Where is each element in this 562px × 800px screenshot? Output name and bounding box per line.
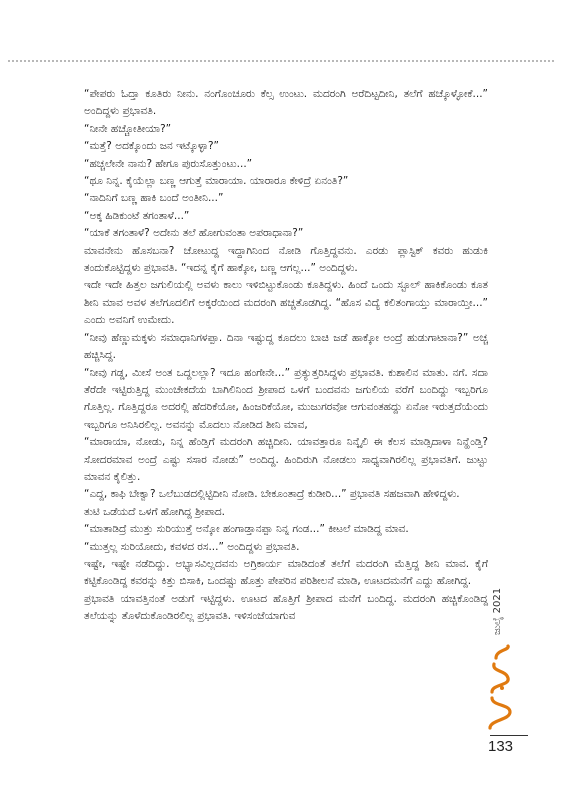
page-number: 133 <box>488 738 514 755</box>
paragraph: “ಮುತ್ತಲ್ಲ ಸುರಿಯೋದು, ಕವಳದ ರಸ...” ಅಂದಿದ್ದಳು ಪ್ರಭಾವತಿ. <box>84 540 300 553</box>
paragraph: ಇದೇ ಇದೇ ಹಿತ್ತಲ ಜಗುಲಿಯಲ್ಲಿ ಅವಳು ಕಾಲು ಇಳಿಬಿಟ್ಟುಕೊಂಡು ಕೂತಿದ್ದಳು. ಹಿಂದೆ ಒಂದು ಸ್ಟೂಲ್ ಹಾಕಿಕೊಂಡು ಕೂತ ಶೀನಿ ಮಾವ ಅವಳ ತಲೆಗೂದಲಿಗೆ ಅಕ್ಕರೆಯಿಂದ ಮದರಂಗಿ ಹಚ್ಚತೊಡಗಿದ್ದ. “ಹೊಸ ವಿದ್ಯೆ ಕಲಿತಂಗಾಯ್ತು ಮಾರಾಯ್ತೀ...” ಎಂದು ಅವನಿಗೆ ಉಮೇದು. <box>84 279 488 327</box>
paragraph: “ನೀವು ಗಡ್ಡ, ಮೀಸೆ ಅಂತ ಒದ್ದಲಲ್ಲಾ? ಇದೂ ಹಂಗೇನೇ...” ಪ್ರತ್ಯುತ್ತರಿಸಿದ್ದಳು ಪ್ರಭಾವತಿ. ಕುಶಾಲಿನ ಮಾತು. ನಗೆ. ಸದಾ ತೆರೆದೇ ಇಟ್ಟಿರುತ್ತಿದ್ದ ಮುಂಚೇಕದೆಯ ಬಾಗಿಲಿನಿಂದ ಶ್ರೀಪಾದ ಒಳಗೆ ಬಂದವನು ಜಗುಲಿಯ ವರೆಗೆ ಬಂದಿದ್ದು ಇಬ್ಬರಿಗೂ ಗೊತ್ತಿಲ್ಲ. ಗೊತ್ತಿದ್ದರೂ ಅದರಲ್ಲಿ ಹೆದರಿಕೆಯೋ, ಹಿಂಜರಿಕೆಯೋ, ಮುಜುಗರವೋ ಆಗುವಂತಹದ್ದು ಏನೋ ಇರುತ್ತದೆಯೆಂದು ಇಬ್ಬರಿಗೂ ಅನಿಸಿರಲಿಲ್ಲ. ಅವನನ್ನು ಮೊದಲು ನೋಡಿದ ಶೀನಿ ಮಾವ, <box>84 366 488 431</box>
page-number-rule <box>490 735 528 736</box>
magazine-sidebar <box>486 586 516 736</box>
paragraph: “ನಾದಿನಿಗೆ ಬಣ್ಣ ಹಾಕಿ ಬಂದೆ ಅಂತೀನಿ...” <box>84 192 224 205</box>
paragraph: ಪ್ರಭಾವತಿ ಯಾವತ್ತಿನಂತೆ ಅಡುಗೆ ಇಟ್ಟಿದ್ದಳು. ಊಟದ ಹೊತ್ತಿಗೆ ಶ್ರೀಪಾದ ಮನೆಗೆ ಬಂದಿದ್ದ. ಮದರಂಗಿ ಹಚ್ಚಿಕೊಂಡಿದ್ದ ತಲೆಯನ್ನು ತೊಳೆದುಕೊಂಡಿರಲಿಲ್ಲ ಪ್ರಭಾವತಿ. ಇಳಿಸಂಜೆಯಾಗುವ <box>84 592 488 623</box>
paragraph: “ಅಕ್ಕ ಹಿಡಿಕುಂಟೆ ತಗಂತಾಳೆ...” <box>84 209 190 222</box>
paragraph: “ಹಚ್ಚಲೇನೇ ನಾನು? ಹೇಗೂ ಪುರುಸೊತ್ತುಂಟು...” <box>84 157 253 170</box>
paragraph: “ಮತ್ತೆ? ಅದಕ್ಕೊಂದು ಜನ ಇಟ್ಕೊಳ್ಳಾ?” <box>84 140 220 153</box>
paragraph: “ನೀವು ಹೆಣ್ಣುಮಕ್ಕಳು ಸಮಾಧಾನಿಗಳಪ್ಪಾ. ದಿನಾ ಇಷ್ಟುದ್ದ ಕೂದಲು ಬಾಚಿ ಜಡೆ ಹಾಕ್ಕೋ ಅಂದ್ರೆ ಹುಡುಗಾಟಾನಾ?” ಅಚ್ಚ ಹಚ್ಚಿಸಿದ್ದ. <box>84 331 488 362</box>
paragraph: ತುಟಿ ಒಡೆಯದೆ ಒಳಗೆ ಹೋಗಿದ್ದ ಶ್ರೀಪಾದ. <box>84 505 225 518</box>
paragraph: “ನೀನೇ ಹಚ್ಚೋತೀಯಾ?” <box>84 122 172 135</box>
magazine-logo <box>486 642 514 734</box>
paragraph: ಮಾವನೇನು ಹೊಸಬನಾ? ಚೋಟುದ್ದ ಇದ್ದಾಗಿನಿಂದ ನೋಡಿ ಗೊತ್ತಿದ್ದವನು. ಎರಡು ಪ್ಲಾಸ್ಟಿಕ್ ಕವರು ಹುಡುಕಿ ತಂದುಕೊಟ್ಟಿದ್ದಳು ಪ್ರಭಾವತಿ. “ಇದನ್ನ ಕೈಗೆ ಹಾಕ್ಕೋ, ಬಣ್ಣ ಆಗಲ್ಲ...” ಅಂದಿದ್ದಳು. <box>84 244 488 275</box>
paragraph: “ಪೇಪರು ಓದ್ತಾ ಕೂತಿರು ನೀನು. ನಂಗೊಂಚೂರು ಕೆಲ್ಸ ಉಂಟು. ಮದರಂಗಿ ಅರೆದಿಟ್ಟದೀನಿ, ತಲೆಗೆ ಹಚ್ಕೊಳ್ಳೋಕೆ...” ಅಂದಿದ್ದಳು ಪ್ರಭಾವತಿ. <box>84 88 488 118</box>
header-dotted-rule <box>8 60 554 62</box>
paragraph: “ಮಾರಾಯಾ, ನೋಡು, ನಿನ್ನ ಹೆಂಡ್ತಿಗೆ ಮದರಂಗಿ ಹಚ್ಚಿದೀನಿ. ಯಾವತ್ತಾರೂ ನಿನ್ಕೈಲಿ ಈ ಕೆಲಸ ಮಾಡ್ಸಿದಾಳಾ ನಿನ್ಹೆಂಡ್ತಿ? ಸೋದರಮಾವ ಅಂದ್ರೆ ಎಷ್ಟು ಸಸಾರ ನೋಡು” ಅಂದಿದ್ದ. ಹಿಂದಿರುಗಿ ನೋಡಲು ಸಾಧ್ಯವಾಗಿರಲಿಲ್ಲ ಪ್ರಭಾವತಿಗೆ. ಜುಟ್ಟು ಮಾವನ ಕೈಲಿತ್ತು. <box>84 436 488 483</box>
logo-lettering <box>490 646 510 728</box>
paragraph: ಇಷ್ಟೇ, ಇಷ್ಟೇ ನಡೆದಿದ್ದು. ಅಭ್ಯಾಸವಿಲ್ಲದವನು ಅಗ್ರಿಕಾರ್ಯ ಮಾಡಿದಂತೆ ತಲೆಗೆ ಮದರಂಗಿ ಮೆತ್ತಿದ್ದ ಶೀನಿ ಮಾವ. ಕೈಗೆ ಕಟ್ಟಿಕೊಂಡಿದ್ದ ಕವರನ್ನು ಕಿತ್ತು ಬಿಸಾಕಿ, ಒಂದಷ್ಟು ಹೊತ್ತು ಪೇಪರಿನ ಪರಿಶೀಲನೆ ಮಾಡಿ, ಊಟದಮನೆಗೆ ಎದ್ದು ಹೋಗಿದ್ದ. <box>84 557 488 588</box>
paragraph: “ಯಾಕೆ ತಗಂತಾಳೆ? ಅದೇನು ತಲೆ ಹೋಗುವಂತಾ ಅಪರಾಧಾನಾ?” <box>84 227 304 240</box>
paragraph: “ಥೂ ನಿನ್ನ. ಕೈಯೆಲ್ಲಾ ಬಣ್ಣ ಆಗುತ್ತೆ ಮಾರಾಯಾ. ಯಾರಾರೂ ಕೇಳಿದ್ರೆ ಏನಂತಿ?” <box>84 175 349 188</box>
issue-date: ಜುಲೈ 2021 <box>492 587 503 635</box>
article-body <box>84 86 488 626</box>
paragraph: “ಎದ್ದ, ಕಾಫಿ ಬೇಕ್ವಾ? ಒಲೆಬುಡದಲ್ಲಿಟ್ಟಿದೀನಿ ನೋಡಿ. ಬೇಕೂಂತಾದ್ರೆ ಕುಡೀರಿ...” ಪ್ರಭಾವತಿ ಸಹಜವಾಗಿ ಹೇಳಿದ್ದಳು. <box>84 488 460 501</box>
paragraph: “ಮಾತಾಡಿದ್ರೆ ಮುತ್ತು ಸುರಿಯುತ್ತೆ ಅನ್ಕೋ ಹಂಗಾಡ್ತಾನಪ್ಪಾ ನಿನ್ನ ಗಂಡ...” ಕೀಟಲೆ ಮಾಡಿದ್ದ ಮಾವ. <box>84 523 409 536</box>
